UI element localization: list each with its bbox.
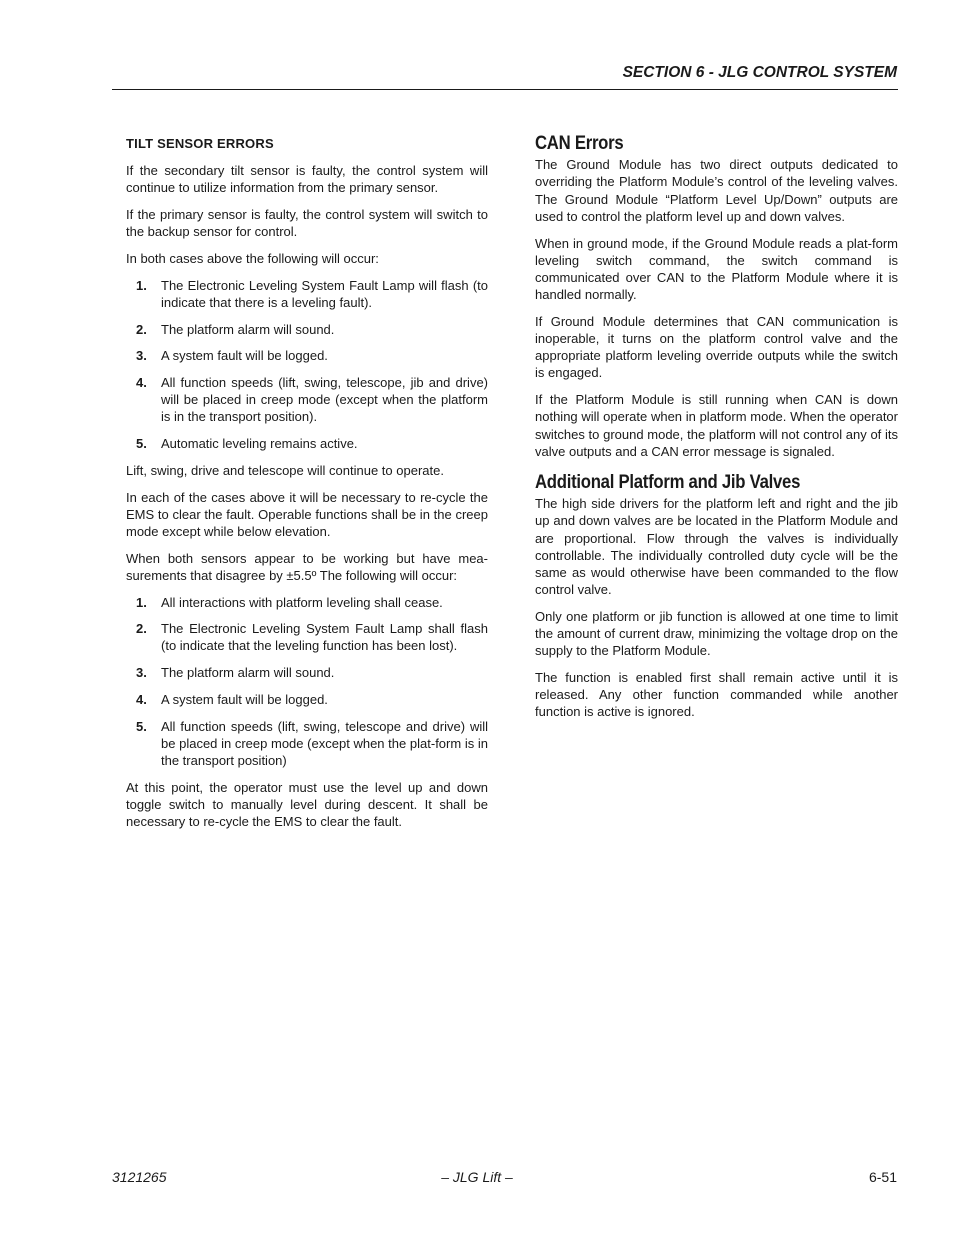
list-number: 3. — [136, 348, 147, 364]
list-number: 1. — [136, 277, 147, 293]
platform-jib-valves-heading: Additional Platform and Jib Valves — [535, 471, 801, 493]
list-number: 3. — [136, 665, 147, 681]
list-item — [126, 277, 488, 311]
list-number: 5. — [136, 718, 147, 734]
numbered-list-1 — [126, 277, 488, 453]
list-item — [126, 620, 488, 654]
list-number: 2. — [136, 321, 147, 337]
can-errors-heading: CAN Errors — [535, 133, 624, 154]
paragraph: The Ground Module has two direct outputs dedicated to overriding the Platform Module’s control of the leveling valves. The Ground Module “Platform Level Up/Down” outputs are used to control the platform level up and down valves. — [535, 157, 898, 224]
page-number: 6-51 — [868, 1169, 897, 1185]
paragraph: Only one platform or jib function is allowed at one time to limit the amount of current draw, minimizing the voltage drop on the supply to the Platform Module. — [535, 608, 898, 659]
list-number: 2. — [136, 621, 147, 637]
list-item — [126, 435, 488, 452]
paragraph: Lift, swing, drive and telescope will continue to operate. — [126, 462, 444, 478]
list-number: 4. — [136, 691, 147, 707]
paragraph: When in ground mode, if the Ground Module reads a plat-form leveling switch command, the switch command is communicated over CAN to the Platform Module where it is handled normally. — [535, 235, 898, 303]
footer-brand: – JLG Lift – — [441, 1169, 513, 1185]
list-text: All interactions with platform leveling shall cease. — [161, 594, 443, 610]
list-text: The Electronic Leveling System Fault Lamp shall flash (to indicate that the leveling function has been lost). — [161, 621, 488, 654]
paragraph: The high side drivers for the platform left and right and the jib up and down valves are be located in the Platform Module and are proportional. Flow through the valves is individually controllable. The individually controlled duty cycle will be the same as would otherwise have been commanded to the flow control valve. — [535, 496, 898, 598]
list-number: 5. — [136, 436, 147, 452]
paragraph: If Ground Module determines that CAN communication is inoperable, it turns on the platform control valve and the appropriate platform leveling override outputs while the switch is engaged. — [535, 313, 898, 381]
list-text: A system fault will be logged. — [161, 691, 328, 707]
section-title: SECTION 6 - JLG CONTROL SYSTEM — [622, 64, 897, 81]
paragraph: In both cases above the following will occur: — [126, 251, 379, 267]
numbered-list-2 — [126, 594, 488, 770]
tilt-sensor-errors-heading: TILT SENSOR ERRORS — [126, 136, 274, 151]
header-divider — [112, 89, 898, 90]
list-item — [126, 664, 488, 681]
list-number: 4. — [136, 375, 147, 391]
paragraph: When both sensors appear to be working but have mea-surements that disagree by ±5.5º The following will occur: — [126, 550, 488, 583]
paragraph: If the Platform Module is still running when CAN is down nothing will operate when in platform mode. When the operator switches to ground mode, the platform will not control any of its valve outputs and a CAN error message is signaled. — [535, 392, 898, 459]
right-column — [535, 135, 898, 730]
left-column — [126, 135, 488, 840]
list-item — [126, 691, 488, 708]
list-text: The platform alarm will sound. — [161, 665, 335, 681]
list-item — [126, 321, 488, 338]
list-text: The Electronic Leveling System Fault Lamp will flash (to indicate that there is a leveling fault). — [161, 277, 488, 310]
paragraph: At this point, the operator must use the level up and down toggle switch to manually level during descent. It shall be necessary to re-cycle the EMS to clear the fault. — [126, 779, 488, 830]
list-number: 1. — [136, 594, 147, 610]
paragraph: If the secondary tilt sensor is faulty, the control system will continue to utilize information from the primary sensor. — [126, 163, 488, 196]
document-number: 3121265 — [112, 1169, 167, 1185]
paragraph: The function is enabled first shall remain active until it is released. Any other function commanded while another function is active is ignored. — [535, 669, 898, 720]
paragraph: In each of the cases above it will be necessary to re-cycle the EMS to clear the fault. Operable functions shall be in the creep mode except while below elevation. — [126, 489, 488, 539]
list-text: All function speeds (lift, swing, telescope and drive) will be placed in creep mode (except when the plat-form is in the transport position) — [161, 718, 488, 768]
list-text: A system fault will be logged. — [161, 348, 328, 364]
list-item — [126, 347, 488, 364]
list-text: The platform alarm will sound. — [161, 321, 335, 337]
list-text: Automatic leveling remains active. — [161, 436, 358, 452]
list-item — [126, 594, 488, 611]
list-item — [126, 374, 488, 426]
paragraph: If the primary sensor is faulty, the control system will switch to the backup sensor for control. — [126, 207, 488, 240]
list-text: All function speeds (lift, swing, telescope, jib and drive) will be placed in creep mode (except when the platform is in the transport position). — [161, 375, 488, 425]
list-item — [126, 718, 488, 770]
